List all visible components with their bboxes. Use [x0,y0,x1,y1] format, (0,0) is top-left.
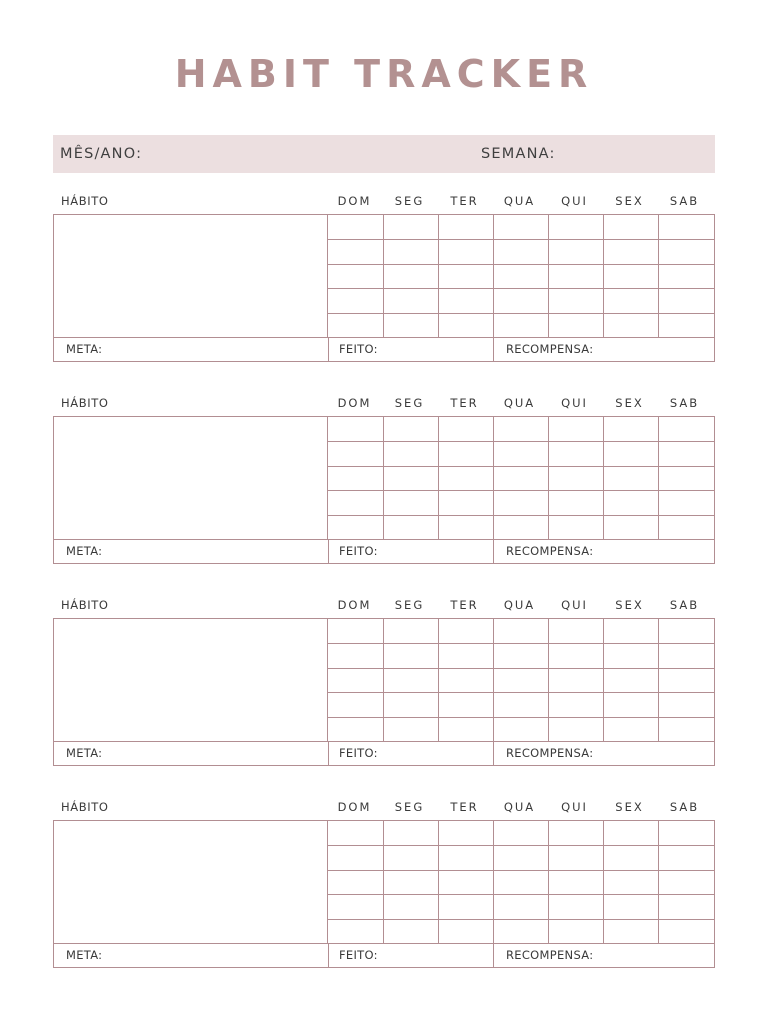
habit-section [53,190,715,362]
day-label: TER [450,396,479,410]
grid-column-line [548,215,549,337]
day-label: TER [450,598,479,612]
grid-column-line [493,821,494,943]
habit-name-box[interactable] [54,215,328,337]
done-label: FEITO: [339,544,378,558]
day-label: SEX [615,194,644,208]
footer-divider [54,741,714,742]
day-label: SEG [394,598,425,612]
grid-column-line [603,821,604,943]
grid-column-line [493,417,494,539]
day-label: QUI [561,194,588,208]
grid-column-line [658,619,659,741]
habit-label: HÁBITO [61,598,109,612]
grid-column-line [383,417,384,539]
day-label: DOM [337,396,372,410]
done-label: FEITO: [339,948,378,962]
reward-label: RECOMPENSA: [506,948,594,962]
grid-row-line [328,643,714,644]
footer-column-divider [493,943,494,967]
day-label: QUA [503,194,536,208]
habit-name-box[interactable] [54,821,328,943]
grid-row-line [328,845,714,846]
footer-divider [54,337,714,338]
reward-label: RECOMPENSA: [506,544,594,558]
goal-label: META: [66,746,103,760]
grid-row-line [328,490,714,491]
habit-grid [53,820,715,968]
day-label: SEX [615,800,644,814]
day-label: SEG [394,194,425,208]
habit-label: HÁBITO [61,396,109,410]
day-label: TER [450,194,479,208]
habit-grid [53,618,715,766]
day-label: QUA [503,598,536,612]
day-label: QUA [503,800,536,814]
grid-row-line [328,441,714,442]
footer-divider [54,539,714,540]
grid-row-line [328,239,714,240]
habit-section-header [53,392,715,412]
day-label: SEX [615,598,644,612]
reward-label: RECOMPENSA: [506,746,594,760]
grid-column-line [603,215,604,337]
goal-label: META: [66,342,103,356]
grid-column-line [548,821,549,943]
day-label: TER [450,800,479,814]
grid-column-line [383,619,384,741]
day-label: QUA [503,396,536,410]
grid-row-line [328,288,714,289]
grid-row-line [328,870,714,871]
day-label: SAB [669,800,700,814]
grid-row-line [328,692,714,693]
day-label: SEG [394,396,425,410]
footer-column-divider [328,539,329,563]
habit-section-header [53,796,715,816]
grid-row-line [328,313,714,314]
footer-column-divider [328,943,329,967]
day-label: SEG [394,800,425,814]
grid-column-line [658,417,659,539]
habit-section-header [53,190,715,210]
grid-row-line [328,264,714,265]
grid-column-line [383,821,384,943]
habit-grid [53,214,715,362]
grid-column-line [658,821,659,943]
grid-column-line [438,821,439,943]
grid-row-line [328,515,714,516]
habit-grid [53,416,715,564]
footer-column-divider [328,741,329,765]
footer-column-divider [493,741,494,765]
grid-column-line [438,417,439,539]
page-title: HABIT TRACKER [174,52,594,96]
grid-row-line [328,668,714,669]
habit-name-box[interactable] [54,417,328,539]
grid-column-line [658,215,659,337]
footer-column-divider [493,539,494,563]
day-label: SAB [669,194,700,208]
footer-column-divider [328,337,329,361]
grid-row-line [328,894,714,895]
day-label: DOM [337,194,372,208]
grid-column-line [603,417,604,539]
grid-column-line [493,619,494,741]
grid-column-line [383,215,384,337]
habit-label: HÁBITO [61,194,109,208]
day-label: DOM [337,800,372,814]
grid-column-line [548,417,549,539]
goal-label: META: [66,948,103,962]
week-label: SEMANA: [481,146,556,162]
done-label: FEITO: [339,342,378,356]
reward-label: RECOMPENSA: [506,342,594,356]
day-label: QUI [561,396,588,410]
grid-row-line [328,466,714,467]
habit-section [53,796,715,968]
habit-section [53,594,715,766]
habit-section-header [53,594,715,614]
day-label: SAB [669,598,700,612]
grid-row-line [328,717,714,718]
month-year-label: MÊS/ANO: [60,146,143,162]
grid-row-line [328,919,714,920]
done-label: FEITO: [339,746,378,760]
grid-column-line [438,215,439,337]
grid-column-line [548,619,549,741]
day-label: QUI [561,800,588,814]
grid-column-line [603,619,604,741]
day-label: QUI [561,598,588,612]
day-label: SEX [615,396,644,410]
day-label: DOM [337,598,372,612]
habit-section [53,392,715,564]
day-label: SAB [669,396,700,410]
grid-column-line [438,619,439,741]
month-week-header [53,135,715,173]
habit-label: HÁBITO [61,800,109,814]
footer-divider [54,943,714,944]
habit-name-box[interactable] [54,619,328,741]
footer-column-divider [493,337,494,361]
grid-column-line [493,215,494,337]
goal-label: META: [66,544,103,558]
